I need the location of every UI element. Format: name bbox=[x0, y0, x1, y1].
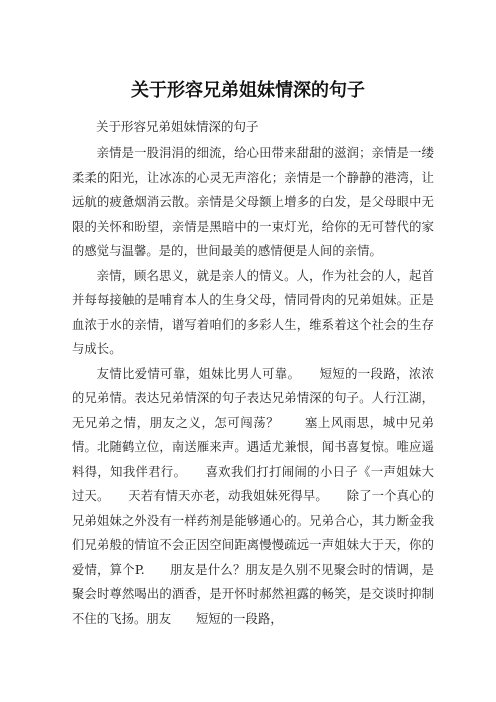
document-body bbox=[72, 141, 434, 631]
page-title: 关于形容兄弟姐妹情深的句子 bbox=[131, 80, 365, 101]
paragraph: 友情比爱情可靠，姐妹比男人可靠。 短短的一段路，浓浓的兄弟情。表达兄弟情深的句子表达兄弟情深的句子。人行江湖，无兄弟之情，朋友之义，怎可闯荡？ 塞上风雨思，城中兄弟情。北随鹤立位，南送雁来声。遇适尤兼恨，闻书喜复惊。唯应遥料得，知我伴君行。 喜欢我们打打闹闹的小日子《一声姐妹大过天。 天若有情天亦老，动我姐妹死得早。 除了一个真心的兄弟姐妹之外没有一样药剂是能够通心的。兄弟合心，其力断金我们兄弟般的情谊不会正因空间距离慢慢疏远一声姐妹大于天，你的爱情，算个P. 朋友是什么？朋友是久别不见聚会时的情调，是聚会时尊然喝出的酒香，是开怀时郝然袒露的畅笑，是交谈时抑制不住的飞扬。朋友 短短的一段路， bbox=[72, 366, 434, 626]
paragraph: 亲情，顾名思义，就是亲人的情义。人，作为社会的人，起首并每每接触的是哺育本人的生身父母，情同骨肉的兄弟姐妹。正是血浓于水的亲情，谱写着咱们的多彩人生，维系着这个社会的生存与成长。 bbox=[72, 268, 434, 356]
paragraph: 亲情是一股涓涓的细流，给心田带来甜甜的滋润；亲情是一缕柔柔的阳光，让冰冻的心灵无声溶化；亲情是一个静静的港湾，让远航的疲惫烟消云散。亲情是父母额上增多的白发，是父母眼中无限的关怀和盼望，亲情是黑暗中的一束灯光，给你的无可替代的家的感觉与温馨。是的，世间最美的感情便是人间的亲情。 bbox=[72, 146, 434, 258]
document-subtitle: 关于形容兄弟姐妹情深的句子 bbox=[96, 119, 259, 134]
